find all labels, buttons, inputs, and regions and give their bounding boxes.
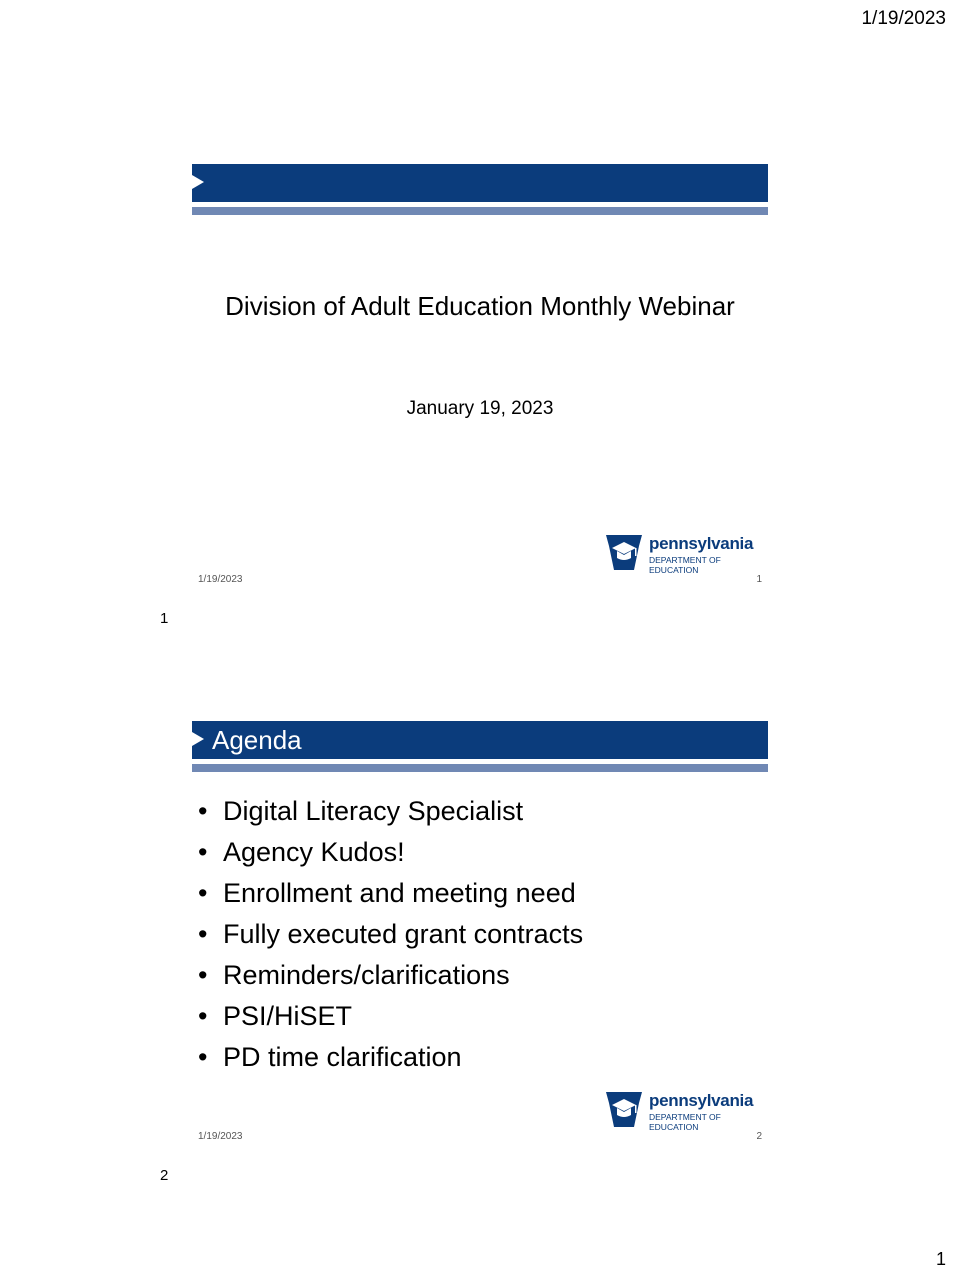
slide-side-number: 1 (160, 610, 169, 627)
keystone-icon (604, 532, 644, 572)
slide-header-text: Agenda (212, 725, 302, 755)
slide-2 (192, 721, 768, 1153)
slide-footer-number: 2 (756, 1131, 762, 1142)
slide-footer-date: 1/19/2023 (198, 574, 243, 585)
page-number: 1 (935, 1249, 946, 1269)
list-item: • PSI/HiSET (198, 1001, 353, 1031)
page-date: 1/19/2023 (861, 8, 946, 29)
pa-education-logo (604, 532, 768, 575)
logo-subtitle: DEPARTMENT OF EDUCATION (649, 1112, 721, 1132)
keystone-icon (604, 1089, 644, 1129)
slide-footer-number: 1 (756, 574, 762, 585)
logo-subtitle: DEPARTMENT OF EDUCATION (649, 555, 721, 575)
slide-title: Division of Adult Education Monthly Webinar (225, 291, 735, 321)
title-rule (192, 764, 768, 772)
list-item: • Agency Kudos! (198, 837, 405, 867)
slide-side-number: 2 (160, 1167, 169, 1184)
arrow-icon (192, 732, 204, 746)
list-item: • Fully executed grant contracts (198, 919, 584, 949)
list-item: • PD time clarification (198, 1042, 462, 1072)
logo-name: pennsylvania (649, 534, 754, 553)
slide-title-bar (192, 721, 768, 759)
slide-footer-date: 1/19/2023 (198, 1131, 243, 1142)
list-item: • Reminders/clarifications (198, 960, 510, 990)
slide-1 (192, 164, 768, 596)
pa-education-logo (604, 1089, 768, 1132)
slide-title-bar (192, 164, 768, 202)
logo-name: pennsylvania (649, 1091, 754, 1110)
list-item: • Enrollment and meeting need (198, 878, 576, 908)
arrow-icon (192, 175, 204, 189)
agenda-list (198, 791, 583, 1078)
list-item: • Digital Literacy Specialist (198, 796, 524, 826)
title-rule (192, 207, 768, 215)
slide-subtitle: January 19, 2023 (406, 398, 554, 419)
